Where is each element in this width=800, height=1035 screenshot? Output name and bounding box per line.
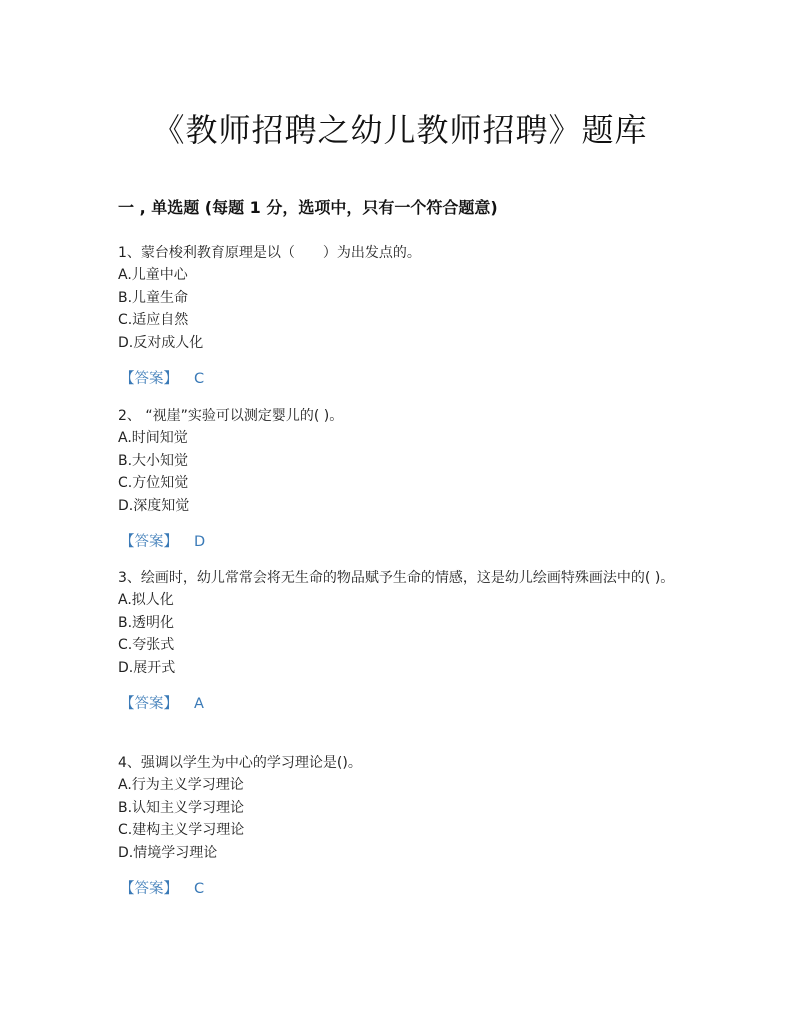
option-c: C.夸张式 bbox=[118, 637, 175, 653]
answer-label: 【答案】 bbox=[120, 881, 178, 897]
question-stem: 4、强调以学生为中心的学习理论是()。 bbox=[118, 755, 362, 771]
option-a: A.拟人化 bbox=[118, 592, 174, 608]
option-d: D.情境学习理论 bbox=[118, 844, 218, 861]
option-d: D.展开式 bbox=[118, 659, 176, 676]
option-a: A.儿童中心 bbox=[118, 267, 188, 283]
question-stem: 2、 “视崖”实验可以测定婴儿的( )。 bbox=[118, 408, 344, 424]
question-4 bbox=[118, 752, 688, 900]
question-stem: 1、蒙台梭利教育原理是以（ ）为出发点的。 bbox=[118, 245, 421, 261]
option-a: A.时间知觉 bbox=[118, 430, 188, 446]
option-b: B.大小知觉 bbox=[118, 452, 189, 469]
option-c: C.适应自然 bbox=[118, 312, 189, 328]
question-2 bbox=[118, 405, 688, 553]
question-1 bbox=[118, 242, 688, 390]
answer-value: C bbox=[194, 371, 205, 387]
answer-line bbox=[118, 693, 688, 715]
option-b: B.认知主义学习理论 bbox=[118, 799, 245, 816]
option-b: B.透明化 bbox=[118, 614, 175, 631]
option-c: C.建构主义学习理论 bbox=[118, 822, 245, 838]
option-a: A.行为主义学习理论 bbox=[118, 777, 244, 793]
answer-value: A bbox=[194, 696, 204, 712]
answer-value: D bbox=[194, 534, 206, 550]
option-d: D.反对成人化 bbox=[118, 334, 204, 351]
option-b: B.儿童生命 bbox=[118, 289, 189, 306]
document-title: 《教师招聘之幼儿教师招聘》题库 bbox=[152, 111, 648, 149]
answer-line bbox=[118, 878, 688, 900]
answer-label: 【答案】 bbox=[120, 534, 178, 550]
answer-label: 【答案】 bbox=[120, 371, 178, 387]
answer-label: 【答案】 bbox=[120, 696, 178, 712]
section-heading: 一 , 单选题 (每题 1 分，选项中，只有一个符合题意) bbox=[118, 198, 498, 217]
answer-value: C bbox=[194, 881, 205, 897]
option-d: D.深度知觉 bbox=[118, 497, 190, 514]
answer-line bbox=[118, 368, 688, 390]
option-c: C.方位知觉 bbox=[118, 475, 189, 491]
question-stem: 3、绘画时，幼儿常常会将无生命的物品赋予生命的情感，这是幼儿绘画特殊画法中的( )。 bbox=[118, 570, 675, 586]
answer-line bbox=[118, 531, 688, 553]
question-3 bbox=[118, 567, 688, 715]
